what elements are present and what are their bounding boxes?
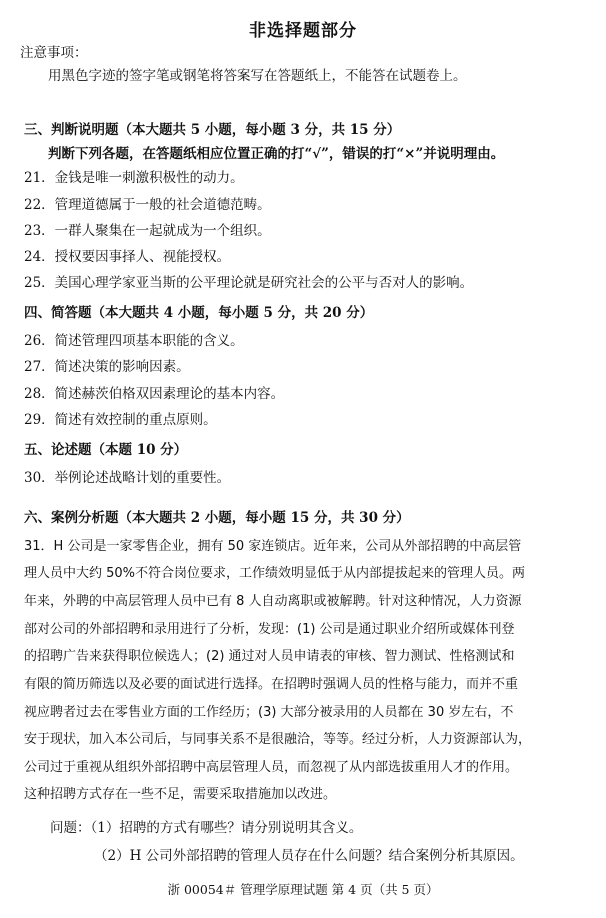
section6-heading: 六、案例分析题（本大题共 2 小题，每小题 15 分，共 30 分） — [24, 510, 410, 526]
case-line-8: 安于现状，加入本公司后，与同事关系不是很融洽，等等。经过分析，人力资源部认为， — [24, 732, 532, 747]
case-line-9: 公司过于重视从组织外部招聘中高层管理人员，而忽视了从内部选拔重用人才的作用。 — [24, 760, 519, 775]
case-line-4: 部对公司的外部招聘和录用进行了分析，发现：(1) 公司是通过职业介绍所或媒体刊登 — [24, 622, 515, 637]
question-29: 29．简述有效控制的重点原则。 — [24, 412, 217, 428]
case-line-5: 的招聘广告来获得职位候选人；(2) 通过对人员申请表的审核、智力测试、性格测试和 — [24, 649, 515, 664]
section4-heading: 四、简答题（本大题共 4 小题，每小题 5 分，共 20 分） — [24, 305, 374, 321]
section5-heading: 五、论述题（本题 10 分） — [24, 442, 188, 458]
notice-text: 用黑色字迹的签字笔或钢笔将答案写在答题纸上，不能答在试题卷上。 — [48, 68, 467, 84]
case-line-1: 31．H 公司是一家零售企业，拥有 50 家连锁店。近年来，公司从外部招聘的中高层管 — [24, 539, 522, 554]
page-footer: 浙 00054＃ 管理学原理试题 第 4 页（共 5 页） — [167, 882, 439, 897]
question-26: 26．简述管理四项基本职能的含义。 — [24, 333, 244, 349]
case-line-6: 有限的简历筛选以及必要的面试进行选择。在招聘时强调人员的性格与能力，而并不重 — [24, 677, 519, 692]
section3-heading: 三、判断说明题（本大题共 5 小题，每小题 3 分，共 15 分） — [24, 122, 401, 138]
case-line-2: 理人员中大约 50%不符合岗位要求，工作绩效明显低于从内部提拔起来的管理人员。两 — [24, 566, 526, 581]
question-23: 23．一群人聚集在一起就成为一个组织。 — [24, 223, 271, 239]
question-27: 27．简述决策的影响因素。 — [24, 359, 190, 375]
question-24: 24．授权要因事择人、视能授权。 — [24, 249, 231, 265]
question-25: 25．美国心理学家亚当斯的公平理论就是研究社会的公平与否对人的影响。 — [24, 275, 474, 291]
question-30: 30．举例论述战略计划的重要性。 — [24, 470, 231, 486]
page-title: 非选择题部分 — [249, 21, 357, 41]
case-line-7: 视应聘者过去在零售业方面的工作经历；(3) 大部分被录用的人员都在 30 岁左右，不 — [24, 705, 514, 720]
case-line-3: 年来，外聘的中高层管理人员中已有 8 人自动离职或被解聘。针对这种情况，人力资源 — [24, 594, 522, 609]
case-question-1: 问题：（1）招聘的方式有哪些？请分别说明其含义。 — [50, 820, 363, 836]
notice-heading: 注意事项： — [20, 45, 88, 61]
question-28: 28．简述赫茨伯格双因素理论的基本内容。 — [24, 386, 285, 402]
section3-instruction: 判断下列各题，在答题纸相应位置正确的打“√”，错误的打“×”并说明理由。 — [48, 146, 505, 162]
question-22: 22．管理道德属于一般的社会道德范畴。 — [24, 197, 271, 213]
case-line-10: 这种招聘方式存在一些不足，需要采取措施加以改进。 — [24, 787, 337, 802]
question-21: 21．金钱是唯一刺激积极性的动力。 — [24, 170, 244, 186]
case-question-2: （2）H 公司外部招聘的管理人员存在什么问题？结合案例分析其原因。 — [94, 848, 524, 864]
